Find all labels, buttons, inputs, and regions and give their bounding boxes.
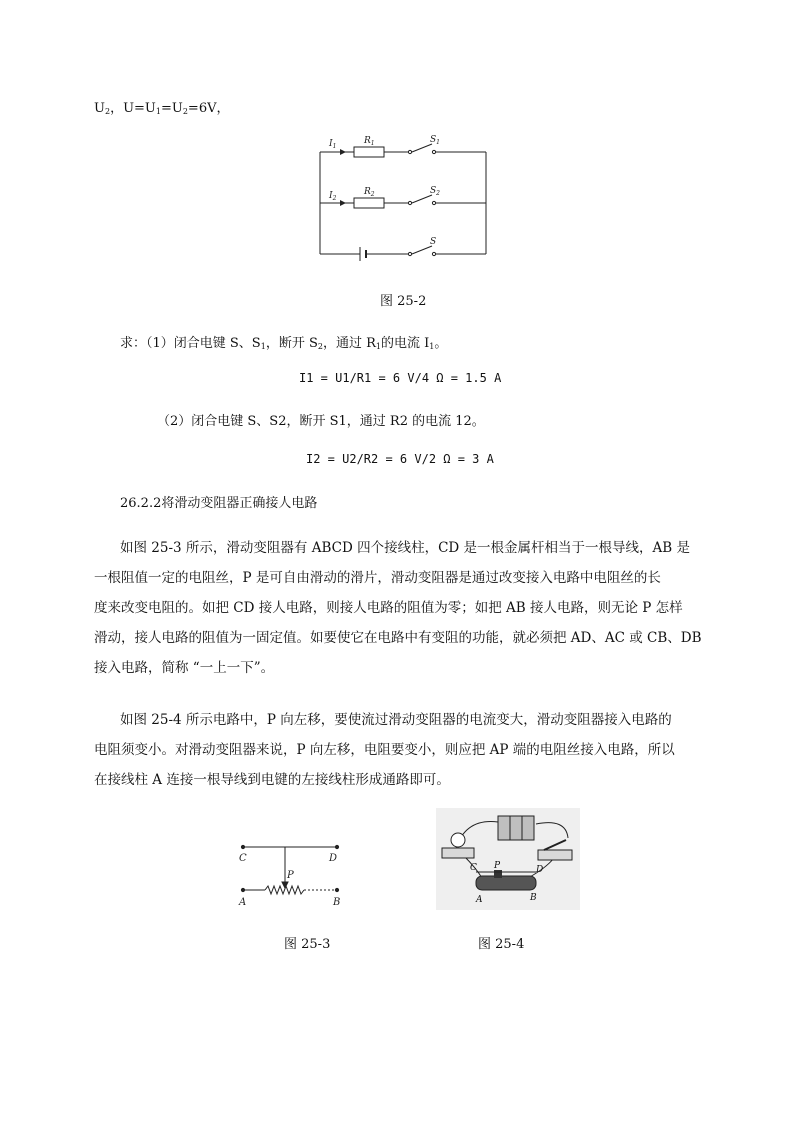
figure-25-3-caption: 图 25-3 (284, 937, 331, 952)
paragraph-1-line-5: 接入电路，简称 “一上一下”。 (94, 660, 275, 676)
label-A: A (239, 897, 247, 908)
section-heading: 26.2.2将滑动变阻器正确接人电路 (120, 496, 318, 511)
q1-lead: 求：（1）闭合电键 S、S (120, 336, 261, 351)
paragraph-2-line-1: 如图 25-4 所示电路中，P 向左移，要使流过滑动变阻器的电流变大，滑动变阻器接入电路的 (120, 712, 672, 728)
q1-s2-sub: 2 (317, 342, 323, 351)
u-text: ，U=U (110, 101, 156, 116)
q1-i1-sub: 1 (429, 342, 435, 351)
figure-25-4 (436, 808, 580, 910)
label-R2: $R_2$ (364, 187, 375, 198)
label-D: D (536, 865, 544, 875)
q1-mid3: 的电流 I (380, 336, 430, 351)
label-P: P (494, 861, 501, 871)
question-2: （2）闭合电键 S、S2，断开 S1，通过 R2 的电流 12。 (157, 414, 485, 429)
figure-25-2 (312, 130, 494, 266)
u2-sub: 2 (104, 107, 111, 116)
eq-text: =U (160, 101, 183, 116)
figure-25-3 (225, 833, 350, 908)
q1-end: 。 (434, 336, 448, 351)
value-text: =6V， (187, 101, 230, 116)
u2-text: U (94, 101, 105, 116)
equation-1: I1 = U1/R1 = 6 V/4 Ω = 1.5 A (299, 371, 502, 385)
paragraph-1-line-1: 如图 25-3 所示，滑动变阻器有 ABCD 四个接线柱，CD 是一根金属杆相当于一根导线，AB 是 (120, 540, 690, 556)
battery-icon (498, 816, 534, 840)
figure-25-4-caption: 图 25-4 (478, 937, 525, 952)
question-1 (120, 332, 447, 351)
paragraph-1-line-2: 一根阻值一定的电阻丝，P 是可自由滑动的滑片，滑动变阻器是通过改变接入电路中电阻丝的长 (94, 570, 661, 586)
paragraph-1-line-3: 度来改变电阻的。如把 CD 接人电路，则接人电路的阻值为零；如把 AB 接人电路，则无论 P 怎样 (94, 600, 683, 616)
label-R1: $R_1$ (364, 136, 375, 147)
top-formula-line (94, 97, 229, 116)
label-D: D (329, 853, 338, 864)
rheostat-schematic (225, 833, 350, 908)
paragraph-1-line-4: 滑动，接人电路的阻值为一固定值。如要使它在电路中有变阻的功能，就必须把 AD、AC 或 CB、DB (94, 630, 702, 646)
label-I1: $I_1$ (329, 139, 337, 150)
circuit-diagram-25-2 (312, 130, 494, 266)
label-S1: $S_1$ (430, 135, 440, 146)
apparatus-drawing (436, 808, 580, 910)
equation-2: I2 = U2/R2 = 6 V/2 Ω = 3 A (306, 452, 494, 466)
q1-r1-sub: 1 (375, 342, 381, 351)
label-S2: $S_2$ (430, 186, 440, 197)
u2b-sub: 2 (182, 107, 188, 116)
label-S: S (430, 237, 437, 247)
q1-mid2: ，通过 R (322, 336, 376, 351)
paragraph-1 (94, 533, 714, 683)
paragraph-2 (94, 705, 714, 795)
label-B: B (530, 893, 537, 903)
label-I2: $I_2$ (329, 191, 337, 202)
label-C: C (470, 863, 477, 873)
label-A: A (476, 895, 483, 905)
label-B: B (333, 897, 341, 908)
label-C: C (239, 853, 247, 864)
q1-s1-sub: 1 (260, 342, 266, 351)
u1-sub: 1 (155, 107, 161, 116)
q1-mid: ，断开 S (265, 336, 318, 351)
label-P: P (287, 870, 294, 881)
figure-25-2-caption: 图 25-2 (380, 294, 427, 309)
paragraph-2-line-2: 电阻须变小。对滑动变阻器来说，P 向左移，电阻要变小，则应把 AP 端的电阻丝接入电路，所以 (94, 742, 675, 758)
paragraph-2-line-3: 在接线柱 A 连接一根导线到电键的左接线柱形成通路即可。 (94, 772, 450, 788)
